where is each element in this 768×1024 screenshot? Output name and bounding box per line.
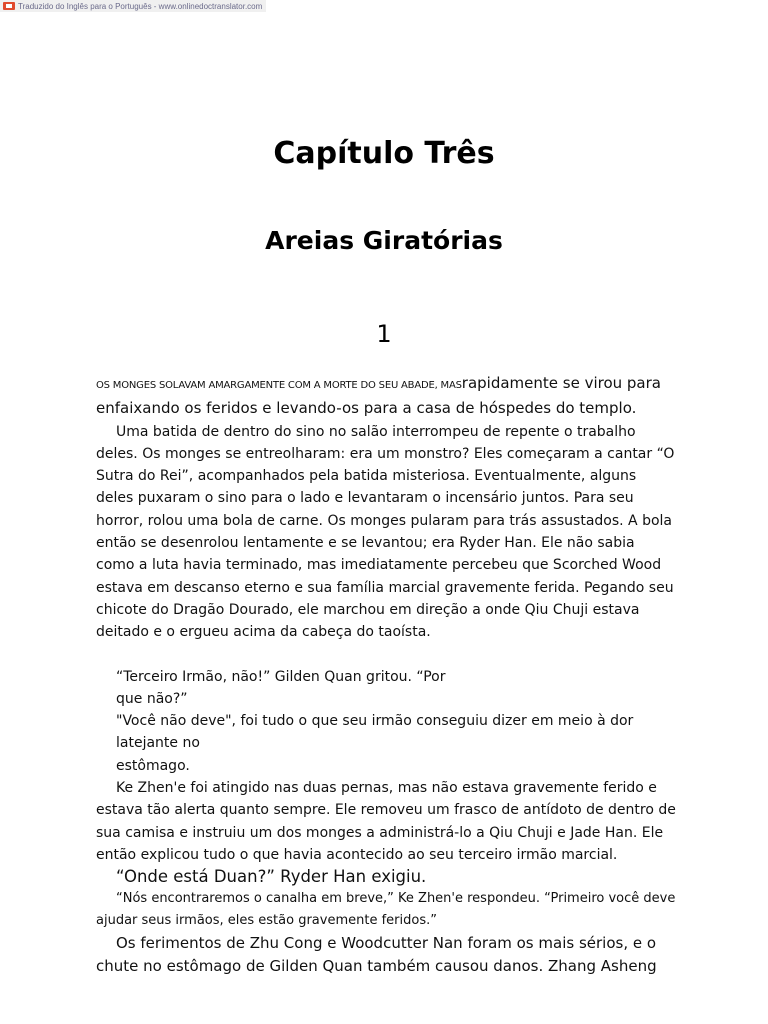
chapter-title: Capítulo Três bbox=[273, 136, 495, 171]
dialogue-2a: "Você não deve", foi tudo o que seu irmão conseguiu dizer em meio à dor latejante no bbox=[116, 713, 634, 752]
section-number: 1 bbox=[376, 320, 392, 348]
paragraph-5: “Nós encontraremos o canalha em breve,” Ke Zhen'e respondeu. “Primeiro você deve ajudar seus irmãos, eles estão gravemente feridos.” bbox=[96, 891, 676, 929]
paragraph-1-rest: rapidamente se virou para enfaixando os feridos e levando-os para a casa de hóspedes do templo. bbox=[96, 374, 661, 418]
banner-text[interactable]: Traduzido do Inglês para o Português - www.onlinedoctranslator.com bbox=[18, 1, 263, 11]
translator-banner[interactable] bbox=[0, 0, 266, 12]
paragraph-1-caps: OS MONGES SOLAVAM AMARGAMENTE COM A MORTE DO SEU ABADE, MAS bbox=[96, 380, 462, 391]
dialogue-1b: que não?” bbox=[116, 690, 188, 707]
translator-logo-icon bbox=[3, 2, 15, 10]
paragraph-2: Uma batida de dentro do sino no salão interrompeu de repente o trabalho deles. Os monges se entreolharam: era um monstro? Eles começaram a cantar “O Sutra do Rei”, acompanhados pela batida misteriosa. Eventualmente, alguns deles puxaram o sino para o lado e levantaram o incensário juntos. Para seu horror, rolou uma bola de carne. Os monges pularam para trás assustados. A bola então se desenrolou lentamente e se levantou; era Ryder Han. Ele não sabia como a luta havia terminado, mas imediatamente percebeu que Scorched Wood estava em descanso eterno e sua família marcial gravemente ferida. Pegando seu chicote do Dragão Dourado, ele marchou em direção a onde Qiu Chuji estava deitado e o ergueu acima da cabeça do taoísta. bbox=[96, 423, 675, 641]
dialogue-2b: estômago. bbox=[116, 757, 190, 774]
dialogue-1a: “Terceiro Irmão, não!” Gilden Quan gritou. “Por bbox=[116, 668, 446, 685]
paragraph-1 bbox=[96, 372, 676, 421]
paragraph-6: Os ferimentos de Zhu Cong e Woodcutter Nan foram os mais sérios, e o chute no estômago de Gilden Quan também causou danos. Zhang Asheng bbox=[96, 934, 657, 975]
paragraph-4: “Onde está Duan?” Ryder Han exigiu. bbox=[116, 867, 427, 887]
chapter-subtitle: Areias Giratórias bbox=[265, 226, 503, 255]
body-text bbox=[96, 372, 676, 977]
paragraph-3: Ke Zhen'e foi atingido nas duas pernas, mas não estava gravemente ferido e estava tão alerta quanto sempre. Ele removeu um frasco de antídoto de dentro de sua camisa e instruiu um dos monges a administrá-lo a Qiu Chuji e Jade Han. Ele então explicou tudo o que havia acontecido ao seu terceiro irmão marcial. bbox=[96, 780, 676, 863]
